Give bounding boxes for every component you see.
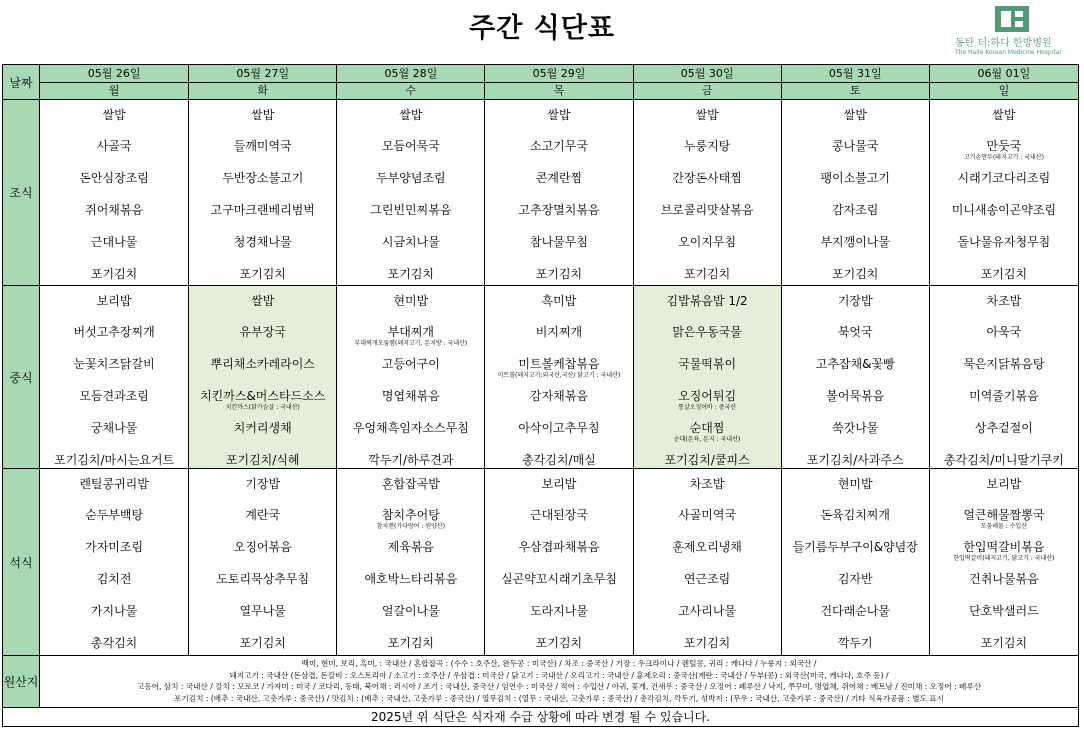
- menu-item: 제육볶음: [387, 540, 435, 554]
- menu-item: 콩나물국: [832, 139, 879, 153]
- dinner-menu-cell: [337, 469, 485, 656]
- menu-item: 깍두기: [837, 636, 873, 650]
- origin-line: 돼지고기 : 국내산 (돈삼겹, 돈갈비 : 오스트리아 / 소고기 : 호주산 / 우삼겹 : 미국산 / 닭고기 : 국내산 / 오리고기 : 국내산 / 훈제오리 : 중국산(계란 : 국내산 / 두부(콩) : 외국산(미국, 캐나다, 호주 등) /: [229, 670, 889, 680]
- lunch-row: [3, 286, 1079, 469]
- origin-line: 포기김치 : (배추 : 국내산, 고춧가루 : 중국산) / 맛김치 : (배추 : 국내산, 고춧가루 : 중국산) / 열무김치 : (열무 : 국내산, 고춧가루 : 중국산) / 총각김치, 깍두기, 섞박지 : (무우 : 국내산, 고춧가루 : 중국산) / 기타 식육가공품 : 별도 표시: [174, 694, 944, 704]
- breakfast-header: 조식: [3, 100, 40, 286]
- menu-item: 총각김치/매실: [522, 453, 596, 467]
- menu-item: 미니새송이곤약조림: [951, 203, 1057, 217]
- menu-item: 오이지무침: [678, 235, 737, 249]
- menu-item: 아삭이고추무침: [518, 421, 600, 435]
- menu-item: 고구마크랜베리범벅: [210, 203, 315, 217]
- menu-item: 총각김치/미니딸기쿠키: [943, 453, 1064, 467]
- menu-item: 포기김치: [535, 636, 583, 650]
- origin-line: 백미, 현미, 보리, 흑미, : 국내산 / 혼합잡곡 : (수수 : 호주산, 완두콩 : 미국산) / 차조 : 중국산 / 기장 : 우크라이나 / 렌틸콩, 귀리 : 캐나다 / 누룽지 : 외국산 /: [301, 659, 817, 668]
- menu-item: 청경채나물: [233, 235, 292, 249]
- lunch-menu-cell: [929, 286, 1078, 469]
- menu-item: 치킨까스&머스타드소스: [200, 389, 326, 403]
- menu-item: 차조밥: [689, 477, 725, 491]
- lunch-menu-cell: [337, 286, 485, 469]
- menu-item: 얼큰해물짬뽕국: [963, 508, 1045, 522]
- lunch-header: 중식: [3, 286, 40, 469]
- menu-item: 열무나물: [239, 604, 286, 618]
- lunch-menu-cell: [781, 286, 929, 469]
- menu-item: 두부양념조림: [376, 171, 446, 185]
- menu-item: 쌀밥: [251, 108, 275, 122]
- menu-item: 오징어볶음: [233, 540, 292, 554]
- menu-item: 총각김치: [90, 636, 138, 650]
- menu-item: 우엉채흑임자소스무침: [352, 421, 469, 435]
- menu-item: 포기김치: [832, 267, 879, 281]
- menu-item: 들기름두부구이&양념장: [792, 540, 918, 554]
- origin-line: 고등어, 삼치 : 국내산 / 갈치 : 모로코 / 가자미 : 미국 / 코다리, 동태, 북어채 : 러시아 / 조기 : 국내산, 중국산 / 임연수 : 미국산 / 적어 : 수입산 / 아귀, 꽃게, 건새우 : 중국산 / 오징어 : 페루산 / 낙지, 쭈꾸미, 명엽채, 쥐어채 : 베트남 / 진미채 : 오징어 : 페루산: [136, 682, 982, 692]
- menu-item: 궁채나물: [90, 421, 138, 435]
- menu-item: 근대나물: [90, 235, 138, 249]
- menu-item: 미트볼케찹볶음: [518, 357, 600, 371]
- menu-item: 국물떡볶이: [678, 357, 737, 371]
- menu-item: 맑은우동국물: [672, 325, 742, 339]
- menu-item: 묵은지닭볶음탕: [963, 357, 1045, 371]
- menu-item: 쌀밥: [992, 108, 1016, 122]
- menu-item: 도토리묵상추무침: [216, 572, 310, 586]
- menu-item: 돈육김치찌개: [820, 508, 890, 522]
- dinner-menu-cell: [189, 469, 337, 656]
- breakfast-menu-cell: [633, 100, 781, 286]
- menu-item: 콘계란찜: [535, 171, 583, 185]
- menu-item: 포기김치: [387, 636, 435, 650]
- date-cell: 05월 31일: [781, 65, 929, 83]
- weekday-cell: 토: [781, 83, 929, 100]
- hospital-name-english: The Haile Korean Medicine Hospital: [955, 49, 1062, 56]
- date-cell: 05월 26일: [40, 65, 189, 83]
- menu-item: 연근조림: [683, 572, 731, 586]
- menu-item-origin-note: 통살오징어바 : 중국산: [678, 404, 737, 411]
- menu-item: 흑미밥: [541, 294, 577, 308]
- dinner-header: 석식: [3, 469, 40, 656]
- menu-item: 참나물무침: [529, 235, 588, 249]
- menu-item: 시금치나물: [381, 235, 440, 249]
- date-header: 날짜: [3, 65, 40, 100]
- menu-item: 건다래순나물: [820, 604, 890, 618]
- menu-item: 사골미역국: [678, 508, 737, 522]
- menu-item: 버섯고추장찌개: [73, 325, 155, 339]
- date-cell: 05월 30일: [633, 65, 781, 83]
- menu-item: 기장밥: [245, 477, 281, 491]
- weekday-cell: 화: [189, 83, 337, 100]
- menu-item: 가지나물: [90, 604, 138, 618]
- dinner-menu-cell: [485, 469, 633, 656]
- menu-item: 비지찌개: [535, 325, 583, 339]
- menu-item: 고추장멸치볶음: [518, 203, 600, 217]
- menu-item-origin-note: 부대찌개모둠햄(돼지고기, 돈지방 : 국내산): [354, 340, 468, 347]
- origin-info: [40, 656, 1079, 708]
- menu-item: 포기김치: [90, 267, 138, 281]
- menu-item: 건취나물볶음: [969, 572, 1039, 586]
- menu-item: 차조밥: [986, 294, 1022, 308]
- menu-item: 부대찌개: [387, 325, 435, 339]
- menu-item: 모듬견과조림: [79, 389, 149, 403]
- menu-item: 보리밥: [96, 294, 132, 308]
- hospital-name: 동탄 더:하다 한방병원: [955, 38, 1052, 49]
- menu-item: 현미밥: [837, 477, 873, 491]
- menu-item: 그린빈민찌볶음: [370, 203, 452, 217]
- menu-item: 누룽지탕: [683, 139, 731, 153]
- lunch-menu-cell: [633, 286, 781, 469]
- menu-item: 쌀밥: [102, 108, 126, 122]
- menu-item: 애호박느타리볶음: [364, 572, 458, 586]
- menu-item: 고등어구이: [381, 357, 440, 371]
- menu-item-origin-note: 참치캔(가다랑어 : 원양산): [376, 523, 446, 530]
- menu-item: 북엇국: [837, 325, 873, 339]
- menu-item: 유부장국: [239, 325, 286, 339]
- menu-item: 오징어튀김: [678, 389, 737, 403]
- menu-item: 아욱국: [986, 325, 1022, 339]
- menu-item: 포기김치: [683, 267, 731, 281]
- menu-item: 모듬어묵국: [381, 139, 440, 153]
- breakfast-menu-cell: [781, 100, 929, 286]
- weekday-cell: 수: [337, 83, 485, 100]
- menu-item: 포기김치/쿨피스: [664, 453, 750, 467]
- menu-item: 실곤약꼬시래기초무침: [501, 572, 617, 586]
- menu-item: 현미밥: [393, 294, 429, 308]
- menu-item: 얼갈이나물: [381, 604, 440, 618]
- weekly-menu-table: [2, 64, 1079, 727]
- breakfast-menu-cell: [929, 100, 1078, 286]
- date-cell: 05월 28일: [337, 65, 485, 83]
- menu-item: 돌나물유자청무침: [957, 235, 1051, 249]
- menu-item-origin-note: 한입떡갈비(돼지고기, 닭고기 : 국내산): [953, 555, 1055, 562]
- date-row: [3, 65, 1079, 83]
- menu-item: 감자조림: [832, 203, 879, 217]
- menu-item: 돈안심장조림: [79, 171, 149, 185]
- menu-item: 고사리나물: [678, 604, 737, 618]
- weekday-cell: 금: [633, 83, 781, 100]
- menu-item: 김자반: [837, 572, 873, 586]
- menu-item: 우삼겹파채볶음: [518, 540, 600, 554]
- menu-item: 보리밥: [986, 477, 1022, 491]
- menu-item: 감자채볶음: [529, 389, 588, 403]
- dinner-menu-cell: [929, 469, 1078, 656]
- menu-item: 포기김치: [535, 267, 583, 281]
- footer-notice: 2025년 위 식단은 식자재 수급 상황에 따라 변경 될 수 있습니다.: [3, 707, 1079, 726]
- breakfast-menu-cell: [337, 100, 485, 286]
- footer-row: [3, 707, 1079, 726]
- page-title: 주간 식단표: [469, 13, 615, 44]
- dinner-menu-cell: [40, 469, 189, 656]
- menu-item: 쌀밥: [695, 108, 719, 122]
- lunch-menu-cell: [485, 286, 633, 469]
- hospital-logo: [955, 6, 1075, 58]
- menu-item: 두반장소불고기: [222, 171, 304, 185]
- lunch-menu-cell: [189, 286, 337, 469]
- date-cell: 06월 01일: [929, 65, 1078, 83]
- menu-item: 팽이소불고기: [820, 171, 890, 185]
- weekday-cell: 일: [929, 83, 1078, 100]
- menu-item: 시래기코다리조림: [957, 171, 1051, 185]
- date-cell: 05월 29일: [485, 65, 633, 83]
- menu-item: 순대찜: [689, 421, 725, 435]
- menu-item: 쌀밥: [843, 108, 867, 122]
- menu-item: 만둣국: [986, 139, 1022, 153]
- dinner-menu-cell: [781, 469, 929, 656]
- weekday-cell: 월: [40, 83, 189, 100]
- hospital-logo-icon: [995, 6, 1029, 32]
- menu-item: 도라지나물: [529, 604, 588, 618]
- menu-item: 김밥볶음밥 1/2: [666, 294, 748, 308]
- lunch-menu-cell: [40, 286, 189, 469]
- menu-item: 쑥갓나물: [832, 421, 879, 435]
- breakfast-menu-cell: [189, 100, 337, 286]
- menu-item: 포기김치/마시는요거트: [54, 453, 175, 467]
- menu-item: 김치전: [96, 572, 132, 586]
- menu-item: 치커리생채: [233, 421, 292, 435]
- menu-item: 포기김치/사과주스: [806, 453, 904, 467]
- menu-item: 포기김치: [980, 636, 1028, 650]
- menu-item: 볼어묵볶음: [826, 389, 885, 403]
- menu-item: 포기김치: [239, 267, 286, 281]
- menu-item: 계란국: [245, 508, 281, 522]
- menu-item: 상추겉절이: [974, 421, 1033, 435]
- date-cell: 05월 27일: [189, 65, 337, 83]
- menu-item: 기장밥: [837, 294, 873, 308]
- menu-item-origin-note: 순대(돈육, 돈지 : 국내산): [673, 436, 741, 443]
- menu-item-origin-note: 미트볼(돼지고기:외국산,국산/ 닭고기 : 국내산): [497, 372, 621, 379]
- menu-item: 포기김치: [387, 267, 435, 281]
- menu-item: 포기김치: [980, 267, 1028, 281]
- menu-item: 쌀밥: [547, 108, 571, 122]
- menu-item: 쥐어채볶음: [85, 203, 144, 217]
- menu-item: 미역줄기볶음: [969, 389, 1039, 403]
- menu-item: 들깨미역국: [233, 139, 292, 153]
- menu-item: 고추잡채&꽃빵: [815, 357, 895, 371]
- menu-item: 부지깽이나물: [820, 235, 890, 249]
- menu-item: 간장돈사태찜: [672, 171, 742, 185]
- menu-item: 혼합잡곡밥: [381, 477, 440, 491]
- dinner-row: [3, 469, 1079, 656]
- menu-item: 보리밥: [541, 477, 577, 491]
- breakfast-menu-cell: [485, 100, 633, 286]
- menu-item: 브로콜리맛살볶음: [660, 203, 754, 217]
- menu-item: 순두부백탕: [85, 508, 144, 522]
- breakfast-menu-cell: [40, 100, 189, 286]
- menu-item: 소고기무국: [529, 139, 588, 153]
- menu-item: 눈꽃치즈닭갈비: [73, 357, 155, 371]
- menu-item: 렌틸콩귀리밥: [79, 477, 149, 491]
- menu-item-origin-note: 모둠해물 : 수입산: [980, 523, 1028, 530]
- menu-item: 명엽채볶음: [381, 389, 440, 403]
- menu-item: 참치추어탕: [381, 508, 440, 522]
- menu-item-origin-note: 치킨까스(닭가슴살 : 국내산): [225, 404, 300, 411]
- menu-item: 단호박샐러드: [969, 604, 1039, 618]
- weekday-row: [3, 83, 1079, 100]
- origin-header: 원산지: [3, 656, 40, 708]
- menu-item: 가자미조림: [85, 540, 144, 554]
- menu-item: 뿌리채소카레라이스: [210, 357, 315, 371]
- menu-item: 포기김치/식혜: [225, 453, 300, 467]
- menu-item: 포기김치: [683, 636, 731, 650]
- menu-item: 근대된장국: [529, 508, 588, 522]
- origin-row: [3, 656, 1079, 708]
- menu-item: 쌀밥: [399, 108, 423, 122]
- breakfast-row: [3, 100, 1079, 286]
- menu-item: 한입떡갈비볶음: [963, 540, 1045, 554]
- menu-item: 훈제오리냉채: [672, 540, 742, 554]
- dinner-menu-cell: [633, 469, 781, 656]
- menu-item-origin-note: 고기손만두(돼지고기 : 국내산): [963, 154, 1044, 161]
- menu-item: 사골국: [96, 139, 132, 153]
- menu-item: 깍두기/하루견과: [368, 453, 454, 467]
- menu-item: 포기김치: [239, 636, 286, 650]
- weekday-cell: 목: [485, 83, 633, 100]
- menu-item: 쌀밥: [251, 294, 275, 308]
